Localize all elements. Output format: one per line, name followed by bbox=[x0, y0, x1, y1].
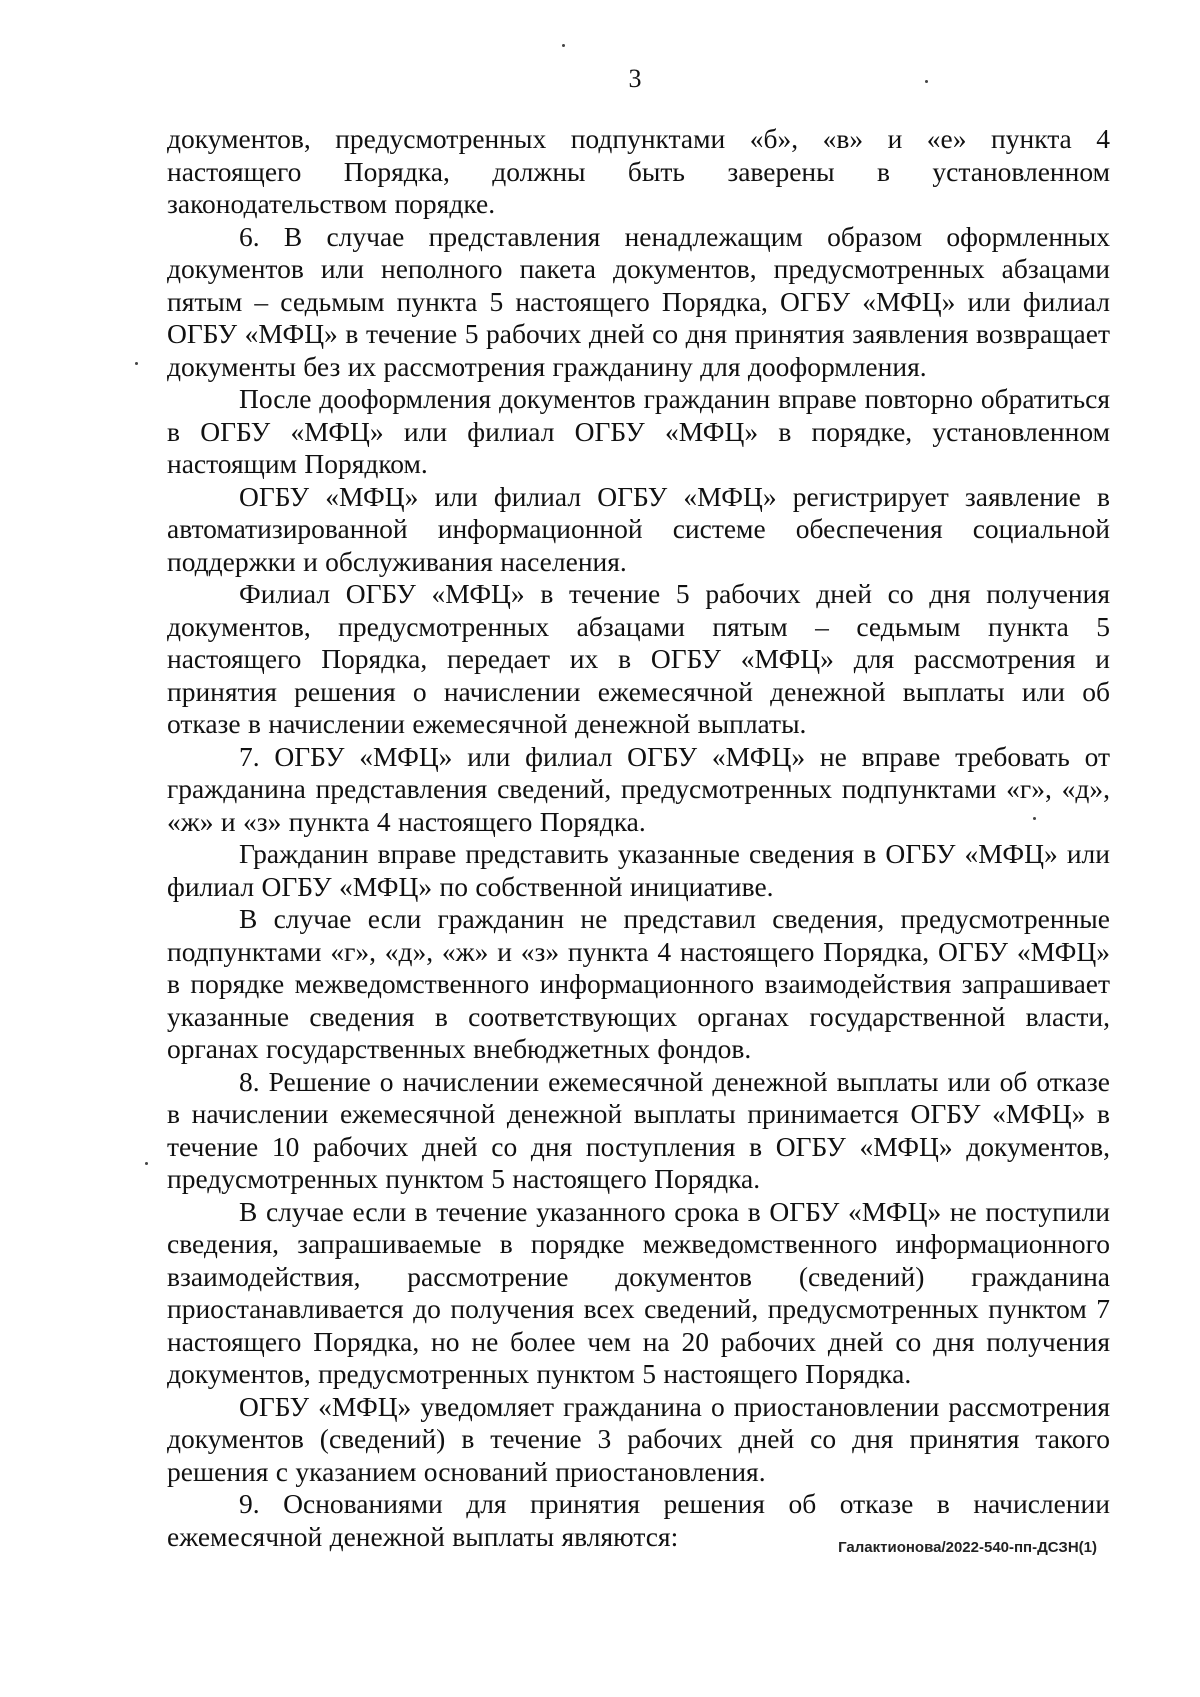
document-footer-code: Галактионова/2022-540-пп-ДСЗН(1) bbox=[838, 1539, 1097, 1556]
scan-speck bbox=[135, 362, 138, 365]
paragraph: В случае если в течение указанного срока в ОГБУ «МФЦ» не поступили сведения, запрашиваемые в порядке межведомственного информационного взаимодействия, рассмотрение документов (сведений) гражданина приостанавливается до получения всех сведений, предусмотренных пунктом 7 настоящего Порядка, но не более чем на 20 рабочих дней со дня получения документов, предусмотренных пунктом 5 настоящего Порядка. bbox=[167, 1195, 1110, 1389]
paragraph-item-7: 7. ОГБУ «МФЦ» или филиал ОГБУ «МФЦ» не вправе требовать от гражданина представления сведений, предусмотренных подпунктами «г», «д», «ж» и «з» пункта 4 настоящего Порядка. bbox=[167, 740, 1110, 837]
paragraph-item-6: 6. В случае представления ненадлежащим образом оформленных документов или неполного пакета документов, предусмотренных абзацами пятым – седьмым пункта 5 настоящего Порядка, ОГБУ «МФЦ» или филиал ОГБУ «МФЦ» в течение 5 рабочих дней со дня принятия заявления возвращает документы без их рассмотрения гражданину для дооформления. bbox=[167, 220, 1110, 382]
paragraph-continuation: документов, предусмотренных подпунктами «б», «в» и «е» пункта 4 настоящего Порядка, должны быть заверены в установленном законодательством порядке. bbox=[167, 123, 1110, 219]
paragraph: Гражданин вправе представить указанные сведения в ОГБУ «МФЦ» или филиал ОГБУ «МФЦ» по собственной инициативе. bbox=[167, 838, 1110, 902]
document-body bbox=[167, 123, 1110, 1553]
paragraph: ОГБУ «МФЦ» или филиал ОГБУ «МФЦ» регистрирует заявление в автоматизированной информационной системе обеспечения социальной поддержки и обслуживания населения. bbox=[167, 480, 1110, 577]
paragraph-item-9: 9. Основаниями для принятия решения об отказе в начислении ежемесячной денежной выплаты являются: bbox=[167, 1488, 1110, 1552]
paragraph: В случае если гражданин не представил сведения, предусмотренные подпунктами «г», «д», «ж» и «з» пункта 4 настоящего Порядка, ОГБУ «МФЦ» в порядке межведомственного информационного взаимодействия запрашивает указанные сведения в соответствующих органах государственной власти, органах государственных внебюджетных фондов. bbox=[167, 903, 1110, 1064]
paragraph: После дооформления документов гражданин вправе повторно обратиться в ОГБУ «МФЦ» или филиал ОГБУ «МФЦ» в порядке, установленном настоящим Порядком. bbox=[167, 383, 1110, 479]
page-number: 3 bbox=[628, 64, 642, 93]
paragraph: ОГБУ «МФЦ» уведомляет гражданина о приостановлении рассмотрения документов (сведений) в течение 3 рабочих дней со дня принятия такого решения с указанием оснований приостановления. bbox=[167, 1390, 1110, 1487]
paragraph: Филиал ОГБУ «МФЦ» в течение 5 рабочих дней со дня получения документов, предусмотренных абзацами пятым – седьмым пункта 5 настоящего Порядка, передает их в ОГБУ «МФЦ» для рассмотрения и принятия решения о начислении ежемесячной денежной выплаты или об отказе в начислении ежемесячной денежной выплаты. bbox=[167, 578, 1110, 739]
paragraph-item-8: 8. Решение о начислении ежемесячной денежной выплаты или об отказе в начислении ежемесячной денежной выплаты принимается ОГБУ «МФЦ» в течение 10 рабочих дней со дня поступления в ОГБУ «МФЦ» документов, предусмотренных пунктом 5 настоящего Порядка. bbox=[167, 1065, 1110, 1194]
scan-speck bbox=[145, 1162, 148, 1165]
scan-speck bbox=[562, 44, 565, 47]
